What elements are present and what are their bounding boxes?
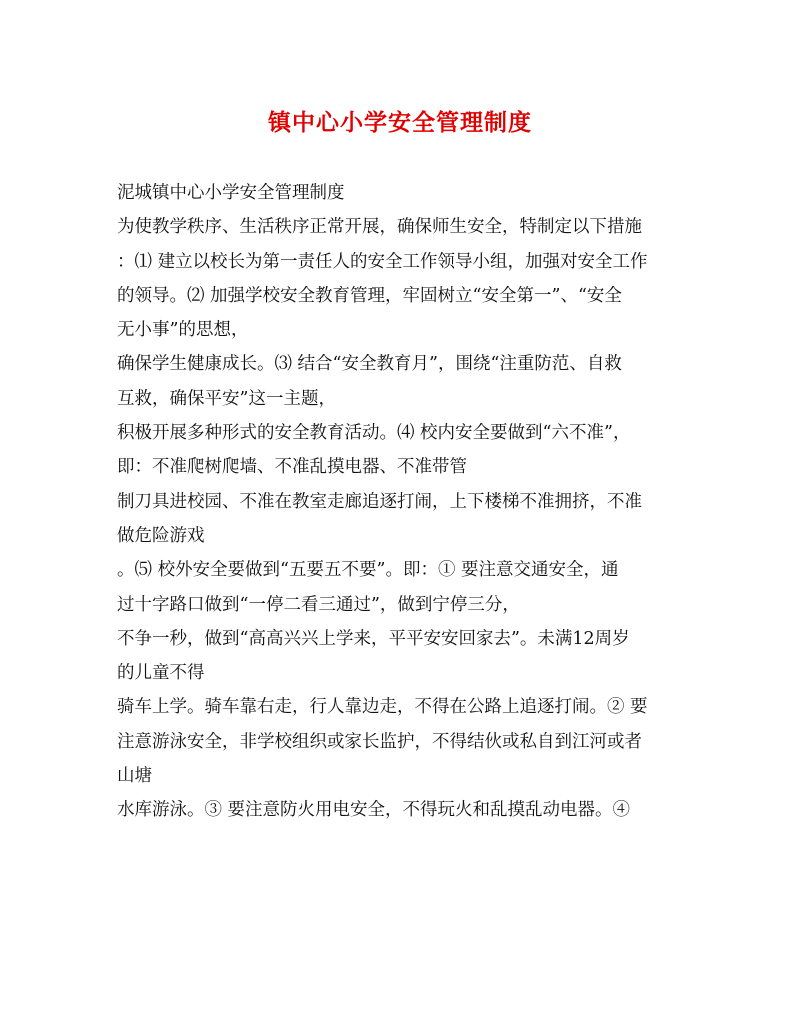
body-line: 积极开展多种形式的安全教育活动。⑷ 校内安全要做到“六不准”， [117, 423, 631, 444]
document-body [117, 176, 697, 828]
document-title: 镇中心小学安全管理制度 [268, 109, 532, 136]
body-line: ：⑴ 建立以校长为第一责任人的安全工作领导小组，加强对安全工作 [117, 251, 648, 272]
body-line: 泥城镇中心小学安全管理制度 [117, 183, 345, 203]
body-line: 的领导。⑵ 加强学校安全教育管理，牢固树立“安全第一”、“安全 [117, 285, 622, 306]
body-line: 骑车上学。骑车靠右走，行人靠边走，不得在公路上追逐打闹。② 要 [117, 697, 648, 718]
body-line: 。⑸ 校外安全要做到“五要五不要”。即：① 要注意交通安全，通 [117, 560, 619, 581]
body-line: 的儿童不得 [117, 663, 205, 684]
body-line: 注意游泳安全，非学校组织或家长监护，不得结伙或私自到江河或者 [117, 731, 642, 752]
body-line: 做危险游戏 [117, 525, 205, 546]
body-line: 过十字路口做到“一停二看三通过”，做到宁停三分， [117, 594, 520, 615]
body-line: 山塘 [117, 766, 152, 787]
body-line: 互救，确保平安”这一主题， [117, 388, 336, 409]
body-line: 即：不准爬树爬墙、不准乱摸电器、不准带管 [117, 457, 467, 478]
body-line: 水库游泳。③ 要注意防火用电安全，不得玩火和乱摸乱动电器。④ [117, 800, 631, 821]
body-line: 确保学生健康成长。⑶ 结合“安全教育月”，围绕“注重防范、自救 [117, 354, 622, 375]
body-line: 制刀具进校园、不准在教室走廊追逐打闹，上下楼梯不准拥挤，不准 [117, 491, 642, 512]
body-line: 不争一秒，做到“高高兴兴上学来，平平安安回家去”。未满12周岁 [117, 628, 630, 649]
body-line: 无小事”的思想， [117, 320, 249, 341]
body-line: 为使教学秩序、生活秩序正常开展，确保师生安全，特制定以下措施 [117, 217, 642, 238]
